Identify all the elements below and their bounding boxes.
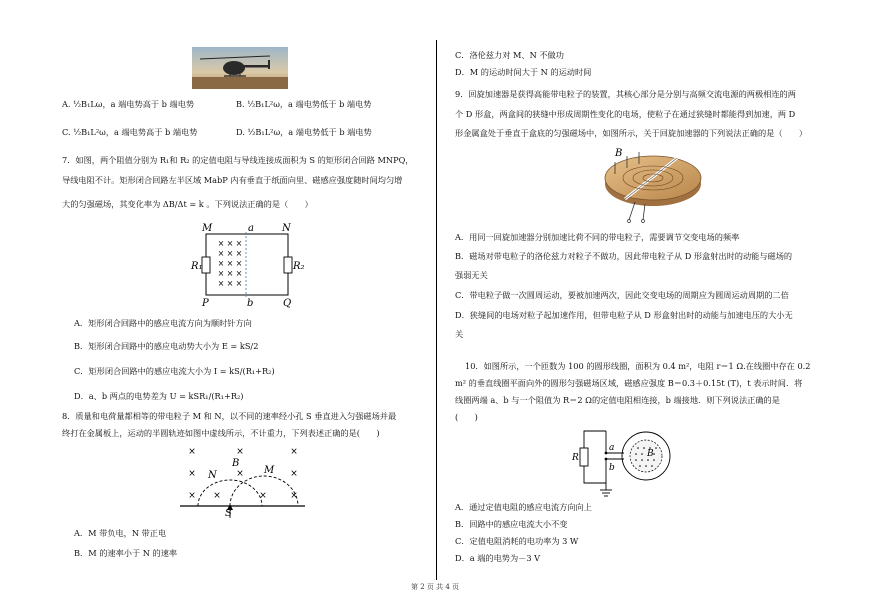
q10-option-d: D．a 端的电势为－3 V [455, 553, 541, 563]
q9-option-a: A．用同一回旋加速器分别加速比荷不同的带电粒子，需要调节交变电场的频率 [455, 232, 740, 242]
q8-magnetic-field-figure [180, 440, 305, 518]
svg-text:×: × [290, 469, 298, 479]
svg-text:N: N [282, 223, 291, 234]
svg-text:×: × [236, 469, 244, 479]
q6-option-d: D. ½B₁L²ω，a 端电势低于 b 端电势 [236, 127, 372, 137]
q10-stem-line1: 10．如图所示，一个匝数为 100 的圆形线圈，面积为 0.4 m²，电阻 r＝1 Ω.在线圈中存在 0.2 [465, 361, 811, 371]
q7-option-c: C．矩形闭合回路中的感应电流大小为 I = kS/(R₁+R₂) [74, 366, 275, 376]
column-divider [436, 40, 437, 580]
q6-option-b: B. ½B₁L²ω，a 端电势低于 b 端电势 [236, 99, 372, 109]
q8-option-a: A．M 带负电，N 带正电 [74, 528, 167, 538]
q9-stem-line1: 9．回旋加速器是获得高能带电粒子的装置，其核心部分是分别与高频交流电源的两极相连的两 [455, 89, 796, 99]
svg-text:×: × [188, 491, 196, 501]
svg-text:a: a [609, 443, 615, 453]
q10-option-c: C．定值电阻消耗的电功率为 3 W [455, 536, 579, 546]
svg-text:R₁: R₁ [191, 261, 203, 272]
svg-text:×: × [213, 491, 221, 501]
q7-option-a: A．矩形闭合回路中的感应电流方向为顺时针方向 [74, 318, 252, 328]
q10-coil-circuit-figure [572, 426, 682, 500]
q10-stem-line4: ( ) [455, 412, 478, 422]
q8-stem-line2: 终打在金属板上，运动的半圆轨迹如图中虚线所示，不计重力，下列表述正确的是( ) [62, 428, 380, 438]
q6-option-c: C. ½B₁L²ω，a 端电势高于 b 端电势 [62, 127, 198, 137]
svg-text:×: × [290, 491, 298, 501]
svg-text:M: M [202, 223, 213, 234]
resistor-r2 [284, 257, 292, 273]
svg-text:b: b [247, 298, 254, 309]
svg-text:×: × [236, 447, 244, 457]
q9-stem-line3: 形金属盒处于垂直于盒底的匀强磁场中，如图所示，关于回旋加速器的下列说法正确的是（ ） [455, 128, 808, 138]
q9-option-b: B．磁场对带电粒子的洛伦兹力对粒子不做功，因此带电粒子从 D 形盒射出时的动能与磁场的 [455, 251, 793, 261]
svg-text:×: × [226, 279, 234, 288]
svg-text:×: × [235, 269, 243, 278]
q6-option-a: A. ½B₁Lω，a 端电势高于 b 端电势 [62, 99, 195, 109]
svg-text:×: × [226, 269, 234, 278]
svg-text:×: × [226, 249, 234, 258]
svg-text:B: B [615, 148, 623, 159]
page-number: 第 2 页 共 4 页 [410, 583, 460, 591]
helicopter-photo [192, 47, 288, 89]
q8-stem-line1: 8．质量和电荷量都相等的带电粒子 M 和 N，以不同的速率经小孔 S 垂直进入匀强磁场并最 [62, 411, 397, 421]
svg-text:M: M [264, 465, 275, 476]
q10-stem-line3: 线圈两端 a、b 与一个阻值为 R＝2 Ω的定值电阻相连接，b 端接地．则下列说法正确的是 [455, 395, 780, 405]
svg-text:×: × [217, 239, 225, 248]
svg-text:×: × [290, 447, 298, 457]
q9-option-d: D．狭缝间的电场对粒子起加速作用，但带电粒子从 D 形盒射出时的动能与加速电压的大小无 [455, 310, 793, 320]
svg-text:×: × [188, 469, 196, 479]
q7-option-b: B．矩形闭合回路中的感应电动势大小为 E = kS/2 [74, 341, 259, 351]
q8-option-d: D．M 的运动时间大于 N 的运动时间 [455, 67, 592, 77]
svg-text:×: × [217, 259, 225, 268]
svg-text:×: × [217, 249, 225, 258]
q9-option-c: C．带电粒子做一次圆周运动，要被加速两次，因此交变电场的周期应为圆周运动周期的二倍 [455, 290, 789, 300]
q8-option-c: C．洛伦兹力对 M、N 不做功 [455, 50, 564, 60]
q9-stem-line2: 个 D 形盒，两盒间的狭缝中形成周期性变化的电场，使粒子在通过狭缝时都能得到加速，两 D [455, 109, 796, 119]
q9-cyclotron-figure [595, 144, 705, 226]
resistor-r [580, 448, 588, 466]
svg-text:S: S [225, 508, 232, 518]
q9-option-b-cont: 强弱无关 [455, 270, 488, 280]
q7-stem-line3: 大的匀强磁场，其变化率为 ΔB/Δt = k 。下列说法正确的是（ ） [62, 199, 313, 209]
svg-text:B: B [232, 458, 240, 469]
q9-option-d-cont: 关 [455, 329, 464, 339]
svg-text:×: × [259, 491, 267, 501]
svg-text:N: N [208, 470, 217, 481]
q7-option-d: D．a、b 两点的电势差为 U = kSR₁/(R₁+R₂) [74, 391, 244, 401]
q7-circuit-figure [190, 222, 305, 310]
q7-stem-line2: 导线电阻不计。矩形闭合回路左半区域 MabP 内有垂直于纸面向里、磁感应强度随时间均匀增 [62, 175, 403, 185]
svg-text:R₂: R₂ [293, 261, 305, 272]
svg-text:×: × [226, 239, 234, 248]
resistor-r1 [202, 257, 210, 273]
svg-text:×: × [217, 279, 225, 288]
svg-text:×: × [188, 447, 196, 457]
svg-text:×: × [235, 249, 243, 258]
q10-stem-line2: m² 的垂直线圈平面向外的圆形匀强磁场区域，磁感应强度 B＝0.3＋0.15t (T)，t 表示时间．将 [455, 378, 803, 388]
svg-text:×: × [235, 259, 243, 268]
svg-text:×: × [235, 239, 243, 248]
svg-text:×: × [226, 259, 234, 268]
svg-text:B: B [647, 449, 654, 459]
svg-text:b: b [609, 463, 615, 473]
svg-text:×: × [235, 279, 243, 288]
q10-option-a: A．通过定值电阻的感应电流方向向上 [455, 502, 592, 512]
svg-text:×: × [217, 269, 225, 278]
q10-option-b: B．回路中的感应电流大小不变 [455, 519, 568, 529]
svg-text:Q: Q [283, 298, 292, 309]
svg-text:R: R [572, 453, 579, 463]
q7-stem-line1: 7．如图，两个阻值分别为 R₁和 R₂ 的定值电阻与导线连接成面积为 S 的矩形闭合回路 MNPQ， [62, 155, 414, 165]
svg-text:P: P [202, 298, 209, 309]
q8-option-b: B．M 的速率小于 N 的速率 [74, 548, 178, 558]
svg-text:a: a [248, 223, 254, 234]
